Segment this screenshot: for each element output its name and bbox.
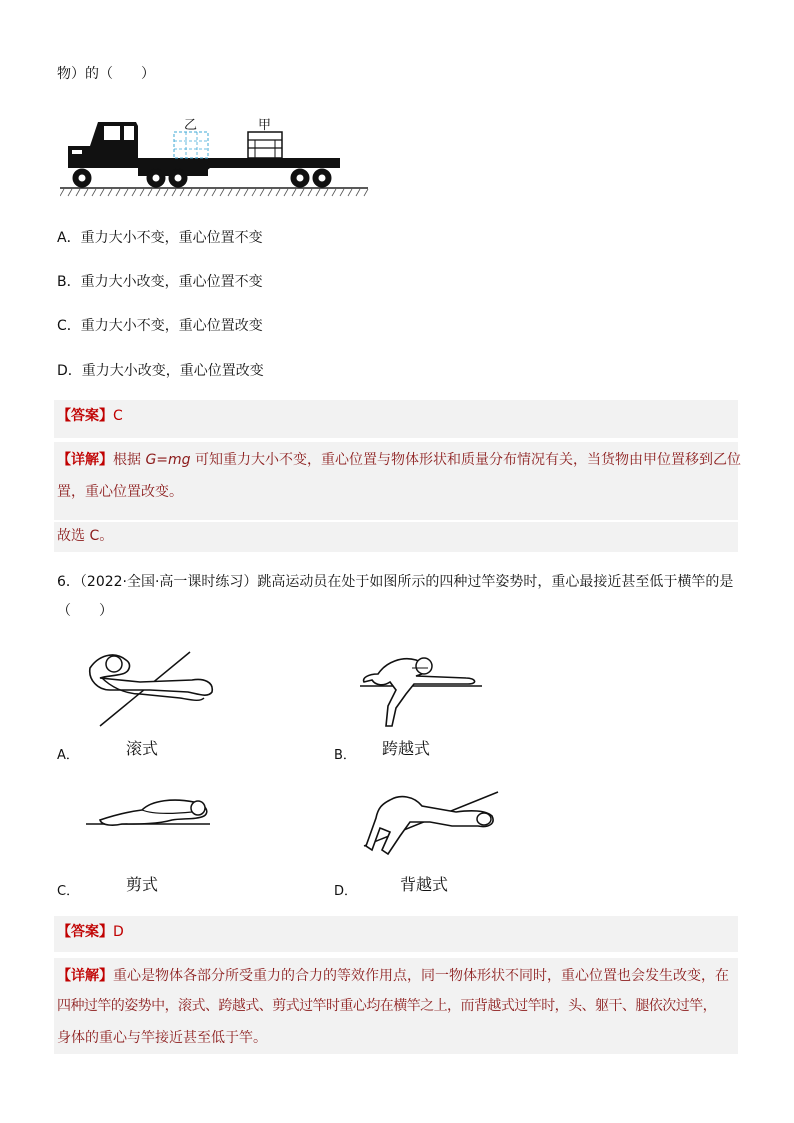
q6-option-c-letter: C．: [57, 884, 80, 899]
truck-figure: [60, 108, 372, 200]
q6-option-c-caption: 剪式: [126, 875, 159, 894]
q5-conclusion: 故选 C。: [57, 528, 114, 544]
q5-detail-line2: 置，重心位置改变。: [57, 484, 183, 500]
figure-roll: [80, 646, 220, 728]
q5-stem-tail: 物）的（ ）: [57, 66, 155, 82]
q5-option-a: A．重力大小不变，重心位置不变: [57, 230, 263, 246]
q5-option-c: C．重力大小不变，重心位置改变: [57, 318, 263, 334]
q5-conclusion-box: [54, 522, 738, 552]
detail-tag: 【详解】: [57, 452, 113, 468]
q6-stem-line2: （ ）: [57, 603, 113, 619]
q6-option-b-letter: B．: [334, 748, 356, 763]
q5-answer: [57, 406, 123, 426]
label-yi: 乙: [184, 118, 198, 133]
detail-tag: 【详解】: [57, 968, 113, 984]
q6-option-d-caption: 背越式: [400, 875, 449, 894]
q6-option-a-letter: A．: [57, 748, 79, 763]
formula: G=mg: [145, 452, 191, 468]
q6-detail-line3: 身体的重心与竿接近甚至低于竿。: [57, 1030, 267, 1046]
figure-straddle: [356, 646, 486, 730]
q5-detail-line1: 【详解】根据 G=mg 可知重力大小不变，重心位置与物体形状和质量分布情况有关，当货物由甲位置移到乙位: [57, 452, 742, 468]
label-jia: 甲: [258, 118, 272, 133]
q6-option-a-caption: 滚式: [126, 739, 159, 758]
q6-detail-line2: 四种过竿的姿势中，滚式、跨越式、剪式过竿时重心均在横竿之上，而背越式过竿时，头、躯干、腿依次过竿，: [57, 998, 717, 1014]
q6-answer-box: [54, 916, 738, 952]
q5-option-d: D．重力大小改变，重心位置改变: [57, 363, 264, 379]
q6-detail-line1: 【详解】重心是物体各部分所受重力的合力的等效作用点，同一物体形状不同时，重心位置也会发生改变，在: [57, 968, 729, 984]
answer-value: C: [113, 408, 123, 424]
answer-value: D: [113, 924, 124, 940]
q6-answer: [57, 922, 124, 942]
figure-fosbury: [360, 788, 502, 856]
q6-option-d-letter: D．: [334, 884, 358, 899]
q6-stem-line1: 6．（2022·全国·高一课时练习）跳高运动员在处于如图所示的四种过竿姿势时，重心最接近甚至低于横竿的是: [57, 574, 734, 590]
answer-tag: 【答案】: [57, 924, 113, 940]
q6-option-b-caption: 跨越式: [382, 739, 431, 758]
figure-scissors: [82, 794, 216, 834]
answer-tag: 【答案】: [57, 408, 113, 424]
q5-answer-box: [54, 400, 738, 438]
q5-option-b: B．重力大小改变，重心位置不变: [57, 274, 263, 290]
